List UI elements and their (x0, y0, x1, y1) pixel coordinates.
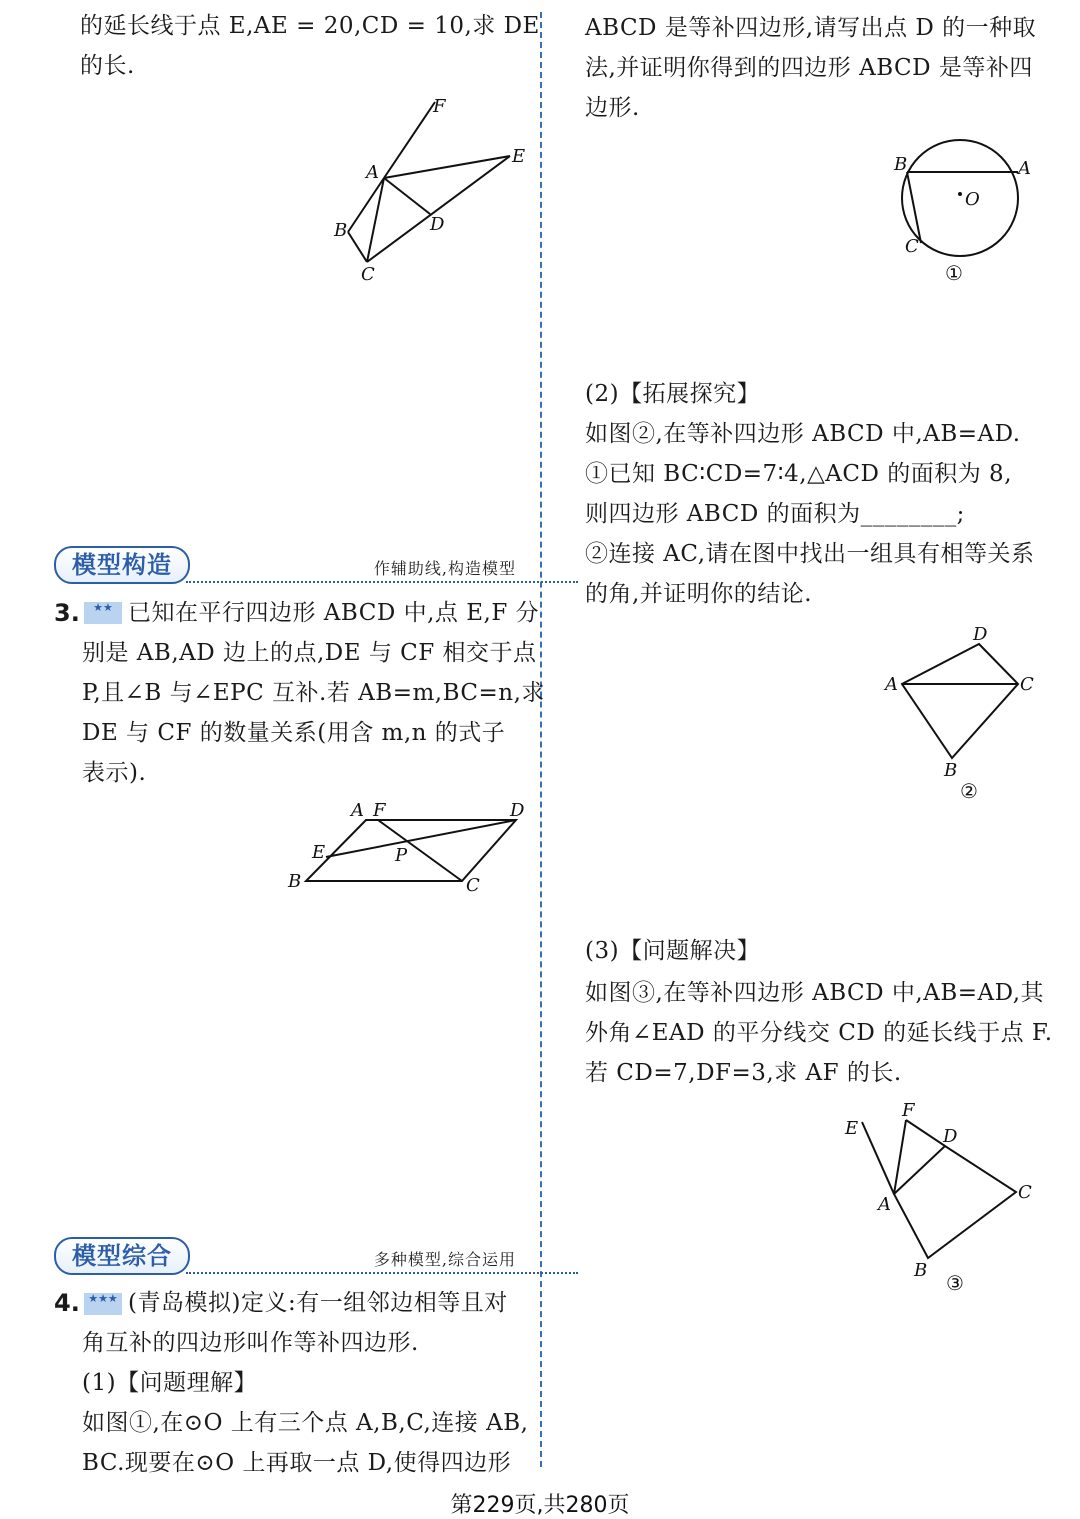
label-a: A (1018, 158, 1031, 179)
figure-caption: ③ (946, 1271, 964, 1295)
right-top-line-2: 法,并证明你得到的四边形 ABCD 是等补四 (585, 55, 1033, 81)
part3-line-3: 外角∠EAD 的平分线交 CD 的延长线于点 F. (585, 1020, 1053, 1046)
line-ae (862, 1122, 894, 1194)
label-e: E (312, 842, 326, 863)
figure-caption: ② (960, 779, 978, 803)
label-d: D (430, 214, 445, 235)
label-a: A (878, 1194, 891, 1215)
line-af (384, 102, 435, 178)
quadrilateral-abcd (894, 1146, 1016, 1258)
label-d: D (510, 800, 525, 821)
figure-q2 (320, 90, 540, 290)
column-divider (540, 12, 542, 1467)
section-dotted-line (186, 581, 578, 583)
difficulty-stars: ★★★ (84, 1293, 122, 1315)
q4-line-4: 如图①,在⊙O 上有三个点 A,B,C,连接 AB, (82, 1410, 529, 1436)
label-c: C (1020, 674, 1034, 695)
question-number: 3. (54, 599, 80, 627)
label-e: E (512, 146, 526, 167)
left-top-line-1: 的延长线于点 E,AE = 20,CD = 10,求 DE (80, 13, 540, 39)
line-af (894, 1120, 906, 1194)
part2-line-6: 的角,并证明你的结论. (585, 581, 813, 607)
label-p: P (395, 845, 408, 866)
label-f: F (433, 96, 446, 117)
label-d: D (973, 624, 988, 645)
figure-1-circle (885, 130, 1045, 290)
q3-line-4: DE 与 CF 的数量关系(用含 m,n 的式子 (82, 720, 506, 746)
label-a: A (885, 674, 898, 695)
q3-line-5: 表示). (82, 760, 147, 786)
figure-caption: ① (945, 261, 963, 285)
q3-line-1: 已知在平行四边形 ABCD 中,点 E,F 分 (128, 600, 540, 626)
line-bc (348, 232, 367, 262)
figure-q3 (280, 795, 540, 905)
label-b: B (334, 220, 348, 241)
line-ad (384, 178, 430, 214)
label-b: B (944, 760, 958, 781)
right-top-line-1: ABCD 是等补四边形,请写出点 D 的一种取 (585, 15, 1037, 41)
label-b: B (894, 154, 908, 175)
label-o: O (965, 189, 980, 210)
q4-line-2: 角互补的四边形叫作等补四边形. (82, 1330, 419, 1356)
q4-line-5: BC.现要在⊙O 上再取一点 D,使得四边形 (82, 1450, 512, 1476)
figure-3-quadrilateral (840, 1100, 1040, 1300)
q3-line-3: P,且∠B 与∠EPC 互补.若 AB=m,BC=n,求 (82, 680, 545, 706)
label-c: C (466, 875, 480, 896)
line-ae (384, 156, 510, 178)
line-fc (378, 820, 462, 881)
right-top-line-3: 边形. (585, 95, 640, 121)
part2-line-1: (2)【拓展探究】 (585, 381, 761, 407)
q3-line-2: 别是 AB,AD 边上的点,DE 与 CF 相交于点 (82, 640, 537, 666)
label-c: C (905, 236, 919, 257)
section-model-construct (54, 546, 524, 586)
label-c: C (1018, 1182, 1032, 1203)
page-footer: 第229页,共280页 (450, 1493, 630, 1518)
question-number: 4. (54, 1289, 80, 1317)
label-a: A (366, 162, 379, 183)
section-badge: 模型综合 (54, 1237, 190, 1275)
quadrilateral-abcd (902, 644, 1018, 758)
line-fd (906, 1120, 945, 1146)
center-point-o (958, 192, 962, 196)
label-f: F (373, 800, 386, 821)
label-b: B (288, 871, 302, 892)
section-badge: 模型构造 (54, 546, 190, 584)
section-model-comprehensive (54, 1237, 524, 1277)
label-e: E (845, 1118, 859, 1139)
label-b: B (914, 1260, 928, 1281)
label-d: D (943, 1126, 958, 1147)
section-note: 作辅助线,构造模型 (373, 559, 516, 578)
part2-line-4: 则四边形 ABCD 的面积为________; (585, 501, 965, 527)
section-note: 多种模型,综合运用 (373, 1250, 516, 1269)
part3-line-1: (3)【问题解决】 (585, 938, 761, 964)
part3-line-4: 若 CD=7,DF=3,求 AF 的长. (585, 1060, 902, 1086)
label-f: F (902, 1100, 915, 1121)
parallelogram-abcd (306, 820, 516, 881)
part2-line-3: ①已知 BC∶CD=7∶4,△ACD 的面积为 8, (585, 461, 1012, 487)
difficulty-stars: ★★ (84, 602, 122, 624)
figure-2-quadrilateral (880, 620, 1050, 810)
q4-line-3: (1)【问题理解】 (82, 1370, 258, 1396)
label-c: C (361, 264, 375, 285)
part2-line-2: 如图②,在等补四边形 ABCD 中,AB=AD. (585, 421, 1021, 447)
label-a: A (351, 800, 364, 821)
section-dotted-line (186, 1272, 578, 1274)
left-top-line-2: 的长. (80, 53, 135, 79)
part3-line-2: 如图③,在等补四边形 ABCD 中,AB=AD,其 (585, 980, 1045, 1006)
part2-line-5: ②连接 AC,请在图中找出一组具有相等关系 (585, 541, 1035, 567)
q4-line-1: (青岛模拟)定义:有一组邻边相等且对 (128, 1290, 508, 1316)
